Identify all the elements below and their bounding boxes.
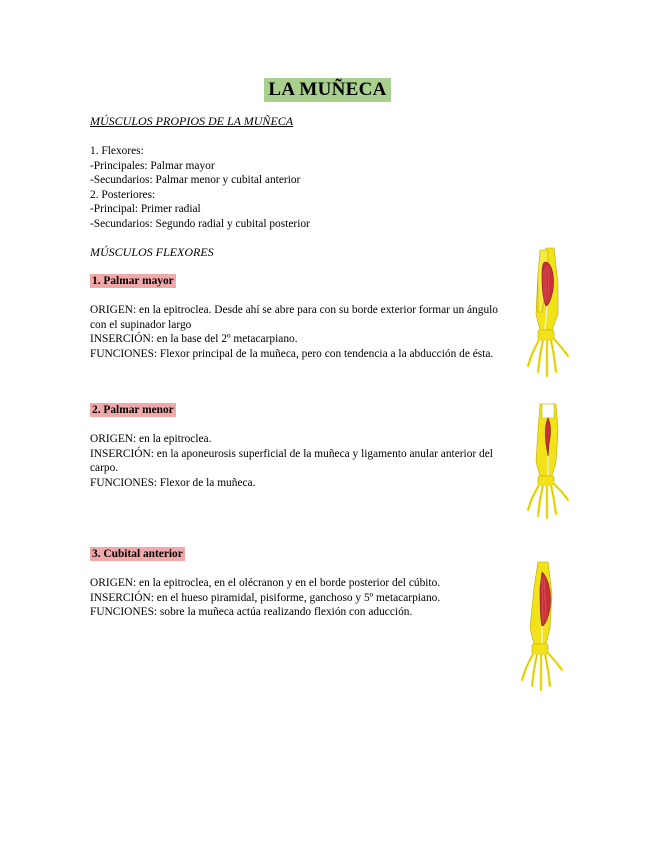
- origen-line: ORIGEN: en la epitroclea, en el olécranon y en el borde posterior del cúbito.: [90, 577, 441, 589]
- muscle-description: [90, 303, 515, 361]
- propios-line: -Secundarios: Palmar menor y cubital anterior: [90, 174, 301, 186]
- forearm-illustration-cubital-anterior: [512, 558, 566, 694]
- propios-line: -Principales: Palmar mayor: [90, 159, 215, 172]
- propios-line: 1. Flexores:: [90, 145, 144, 157]
- propios-list: [90, 144, 310, 231]
- propios-line: 2. Posteriores:: [90, 188, 156, 201]
- insercion-line: INSERCIÓN: en la aponeurosis superficial de la muñeca y ligamento anular anterior del carpo.: [90, 447, 493, 475]
- propios-line: -Principal: Primer radial: [90, 203, 201, 215]
- muscle-description: [90, 576, 515, 620]
- muscle-heading: 2. Palmar menor: [92, 404, 174, 416]
- origen-line: ORIGEN: en la epitroclea. Desde ahí se abre para con su borde exterior formar un ángulo con el supinador largo: [90, 304, 499, 331]
- insercion-line: INSERCIÓN: en el hueso piramidal, pisiforme, ganchoso y 5º metacarpiano.: [90, 591, 441, 604]
- funciones-line: FUNCIONES: Flexor principal de la muñeca, pero con tendencia a la abducción de ésta.: [90, 347, 494, 360]
- flexores-heading: MÚSCULOS FLEXORES: [90, 245, 214, 259]
- page-title: LA MUÑECA: [264, 78, 390, 102]
- origen-line: ORIGEN: en la epitroclea.: [90, 433, 212, 445]
- title-wrap: [0, 78, 655, 102]
- propios-heading: MÚSCULOS PROPIOS DE LA MUÑECA: [90, 114, 294, 128]
- muscle-heading: 1. Palmar mayor: [92, 275, 174, 287]
- propios-line: -Secundarios: Segundo radial y cubital posterior: [90, 217, 310, 230]
- funciones-line: FUNCIONES: sobre la muñeca actúa realizando flexión con aducción.: [90, 606, 413, 619]
- insercion-line: INSERCIÓN: en la base del 2º metacarpiano.: [90, 333, 298, 346]
- muscle-description: [90, 432, 515, 490]
- funciones-line: FUNCIONES: Flexor de la muñeca.: [90, 476, 256, 489]
- muscle-heading: 3. Cubital anterior: [92, 548, 183, 560]
- forearm-illustration-palmar-menor: [518, 400, 572, 520]
- forearm-illustration-palmar-mayor: [518, 244, 572, 380]
